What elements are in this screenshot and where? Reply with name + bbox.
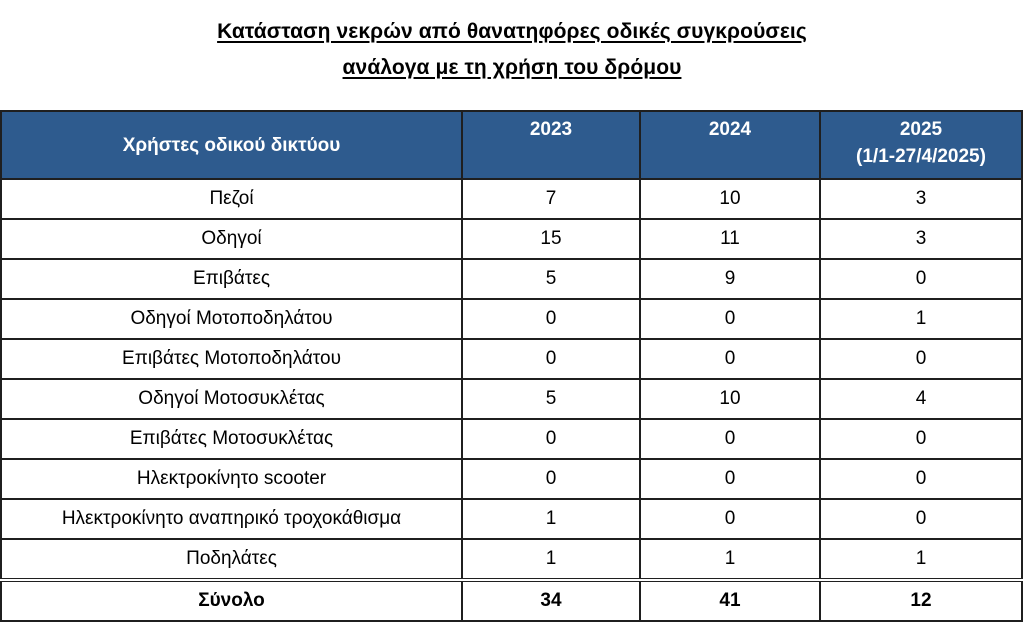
cell-2023: 1 — [462, 499, 640, 539]
row-label: Οδηγοί — [1, 219, 462, 259]
header-road-users: Χρήστες οδικού δικτύου — [1, 111, 462, 179]
header-year-2023: 2023 — [462, 111, 640, 179]
row-label: Επιβάτες Μοτοποδηλάτου — [1, 339, 462, 379]
table-row — [1, 459, 1022, 499]
cell-2023: 5 — [462, 259, 640, 299]
cell-2025: 0 — [820, 419, 1022, 459]
cell-2024: 0 — [640, 339, 820, 379]
document-title — [0, 14, 1024, 86]
header-year-2025-label: 2025 — [899, 119, 943, 140]
cell-2024: 0 — [640, 499, 820, 539]
cell-2025: 0 — [820, 499, 1022, 539]
table-header-row — [1, 111, 1022, 179]
table-row — [1, 339, 1022, 379]
table-row — [1, 419, 1022, 459]
table-row — [1, 379, 1022, 419]
cell-2025: 0 — [820, 339, 1022, 379]
cell-2023: 5 — [462, 379, 640, 419]
title-line-2: ανάλογα με τη χρήση του δρόμου — [342, 56, 682, 79]
cell-2023: 0 — [462, 299, 640, 339]
cell-2023: 7 — [462, 179, 640, 219]
cell-2025: 3 — [820, 219, 1022, 259]
total-row — [1, 580, 1022, 621]
cell-2024: 0 — [640, 459, 820, 499]
cell-2025: 4 — [820, 379, 1022, 419]
cell-2025: 0 — [820, 259, 1022, 299]
header-year-2025 — [820, 111, 1022, 179]
cell-2024: 9 — [640, 259, 820, 299]
table-row — [1, 259, 1022, 299]
cell-2024: 0 — [640, 419, 820, 459]
cell-2023: 0 — [462, 419, 640, 459]
total-2025: 12 — [820, 580, 1022, 621]
cell-2024: 10 — [640, 179, 820, 219]
total-2024: 41 — [640, 580, 820, 621]
header-year-2024: 2024 — [640, 111, 820, 179]
table-row — [1, 299, 1022, 339]
cell-2023: 1 — [462, 539, 640, 580]
cell-2023: 15 — [462, 219, 640, 259]
row-label: Οδηγοί Μοτοσυκλέτας — [1, 379, 462, 419]
row-label: Πεζοί — [1, 179, 462, 219]
cell-2025: 1 — [820, 299, 1022, 339]
table-row — [1, 499, 1022, 539]
cell-2023: 0 — [462, 339, 640, 379]
cell-2025: 0 — [820, 459, 1022, 499]
total-label: Σύνολο — [1, 580, 462, 621]
row-label: Ποδηλάτες — [1, 539, 462, 580]
cell-2024: 1 — [640, 539, 820, 580]
cell-2024: 0 — [640, 299, 820, 339]
header-year-2025-range: (1/1-27/4/2025) — [856, 146, 986, 167]
row-label: Επιβάτες — [1, 259, 462, 299]
table-row — [1, 539, 1022, 580]
table-row — [1, 219, 1022, 259]
title-line-1: Κατάσταση νεκρών από θανατηφόρες οδικές συγκρούσεις — [217, 20, 807, 43]
cell-2025: 1 — [820, 539, 1022, 580]
cell-2024: 11 — [640, 219, 820, 259]
table-row — [1, 179, 1022, 219]
row-label: Οδηγοί Μοτοποδηλάτου — [1, 299, 462, 339]
cell-2025: 3 — [820, 179, 1022, 219]
row-label: Ηλεκτροκίνητο αναπηρικό τροχοκάθισμα — [1, 499, 462, 539]
row-label: Επιβάτες Μοτοσυκλέτας — [1, 419, 462, 459]
row-label: Ηλεκτροκίνητο scooter — [1, 459, 462, 499]
total-2023: 34 — [462, 580, 640, 621]
cell-2024: 10 — [640, 379, 820, 419]
cell-2023: 0 — [462, 459, 640, 499]
fatalities-table — [0, 110, 1023, 622]
